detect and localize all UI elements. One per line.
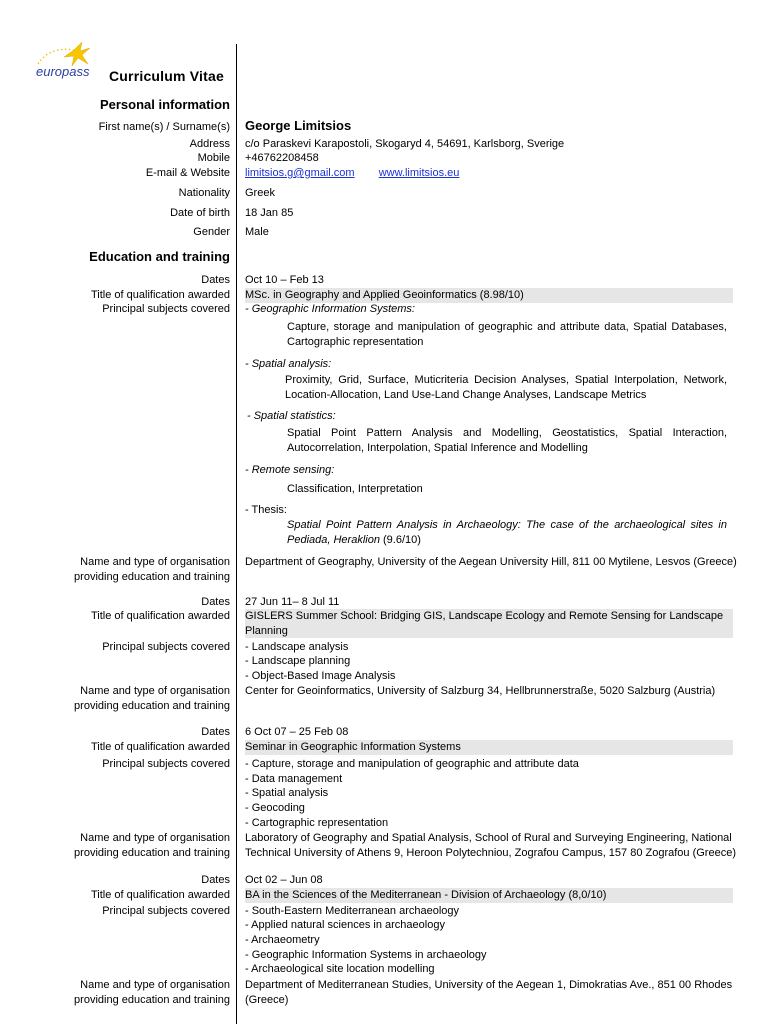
nationality-label: Nationality [178,187,230,199]
subjects-label: Principal subjects covered [102,758,230,770]
title-label: Title of qualification awarded [90,289,230,301]
entry2-org: Center for Geoinformatics, University of Salzburg 34, Hellbrunnerstraße, 5020 Salzburg (Austria) [245,685,716,697]
entry1-thesis-heading: - Thesis: [245,504,287,516]
entry3-org-line2: Technical University of Athens 9, Heroon Polytechniou, Zografou Campus, 157 80 Zografou (Greece) [245,847,736,859]
cv-title: Curriculum Vitae [109,68,224,84]
entry4-title: BA in the Sciences of the Mediterranean - Division of Archaeology (8,0/10) [245,888,733,903]
title-label: Title of qualification awarded [90,610,230,622]
education-heading: Education and training [89,249,230,264]
entry2-dates: 27 Jun 11– 8 Jul 11 [245,596,340,608]
entry1-thesis [287,518,727,547]
entry3-dates: 6 Oct 07 – 25 Feb 08 [245,726,349,738]
entry2-subject: - Landscape analysis [245,641,349,653]
subjects-label: Principal subjects covered [102,641,230,653]
org-label-line1: Name and type of organisation [80,685,230,697]
entry1-ss-text: Spatial Point Pattern Analysis and Modelling, Geostatistics, Spatial Interaction, Autocorrelation, Interpolation, Spatial Inference and Modelling [287,427,727,454]
org-label-line2: providing education and training [74,700,230,712]
entry1-title: MSc. in Geography and Applied Geoinformatics (8.98/10) [245,288,733,303]
entry1-org: Department of Geography, University of the Aegean University Hill, 811 00 Mytilene, Lesvos (Greece) [245,556,737,568]
entry3-subject: - Data management [245,773,343,785]
dates-label: Dates [201,274,230,286]
org-label-line1: Name and type of organisation [80,979,230,991]
org-label-line2: providing education and training [74,994,230,1006]
mobile-label: Mobile [197,152,230,164]
entry3-subject: - Capture, storage and manipulation of geographic and attribute data [245,758,579,770]
entry1-gis-text: Capture, storage and manipulation of geographic and attribute data, Spatial Databases, Cartographic representation [287,321,727,348]
email-label: E-mail & Website [145,167,230,179]
entry1-sa-heading: - Spatial analysis: [245,358,332,370]
europass-logo [34,40,110,84]
entry1-ss-heading: - Spatial statistics: [247,410,336,422]
entry4-org-line2: (Greece) [245,994,289,1006]
entry4-subject: - Archaeological site location modelling [245,963,435,975]
entry4-subject: - Archaeometry [245,934,320,946]
address-value: c/o Paraskevi Karapostoli, Skogaryd 4, 54691, Karlsborg, Sverige [245,138,565,150]
title-label: Title of qualification awarded [90,741,230,753]
nationality-value: Greek [245,187,275,199]
entry3-subject: - Spatial analysis [245,787,329,799]
entry1-gis-heading: - Geographic Information Systems: [245,303,415,315]
org-label-line2: providing education and training [74,571,230,583]
personal-heading: Personal information [99,97,230,112]
entry4-subject: - Applied natural sciences in archaeology [245,919,445,931]
email-link[interactable]: limitsios.g@gmail.com [245,167,355,179]
entry2-title: GISLERS Summer School: Bridging GIS, Landscape Ecology and Remote Sensing for Landscape Planning [245,609,733,638]
org-label-line1: Name and type of organisation [80,832,230,844]
entry3-subject: - Cartographic representation [245,817,389,829]
dates-label: Dates [201,596,230,608]
org-label-line1: Name and type of organisation [80,556,230,568]
entry4-org-line1: Department of Mediterranean Studies, University of the Aegean 1, Dimokratias Ave., 851 00 Rhodes [245,979,733,991]
entry1-thesis-grade: (9.6/10) [379,533,421,546]
gender-label: Gender [193,226,230,238]
subjects-label: Principal subjects covered [102,905,230,917]
dates-label: Dates [201,874,230,886]
entry3-title: Seminar in Geographic Information Systems [245,740,733,755]
full-name: George Limitsios [245,118,352,133]
entry2-subject: - Object-Based Image Analysis [245,670,396,682]
column-divider [236,44,237,1024]
email-row [245,166,733,181]
entry1-dates: Oct 10 – Feb 13 [245,274,324,286]
mobile-value: +46762208458 [245,152,319,164]
entry1-sa-text: Proximity, Grid, Surface, Muticriteria Decision Analyses, Spatial Interpolation, Network, Location-Allocation, Land Use-Land Change Analyses, Landscape Metrics [285,374,727,401]
entry4-subject: - Geographic Information Systems in archaeology [245,949,487,961]
org-label-line2: providing education and training [74,847,230,859]
website-link[interactable]: www.limitsios.eu [378,167,460,179]
entry1-rs-heading: - Remote sensing: [245,464,335,476]
entry3-org-line1: Laboratory of Geography and Spatial Analysis, School of Rural and Surveying Engineering, National [245,832,732,844]
entry4-subject: - South-Eastern Mediterranean archaeology [245,905,460,917]
dob-value: 18 Jan 85 [245,207,294,219]
name-label: First name(s) / Surname(s) [98,121,230,133]
logo-text: europass [36,64,90,79]
entry3-subject: - Geocoding [245,802,305,814]
entry1-rs-text: Classification, Interpretation [287,483,423,495]
entry1-thesis-title: Spatial Point Pattern Analysis in Archaeology: The case of the archaeological sites in Pediada, Heraklion [287,519,727,546]
entry4-dates: Oct 02 – Jun 08 [245,874,323,886]
gender-value: Male [245,226,269,238]
subjects-label: Principal subjects covered [102,303,230,315]
dates-label: Dates [201,726,230,738]
dob-label: Date of birth [170,207,230,219]
title-label: Title of qualification awarded [90,889,230,901]
entry2-subject: - Landscape planning [245,655,351,667]
address-label: Address [189,138,230,150]
